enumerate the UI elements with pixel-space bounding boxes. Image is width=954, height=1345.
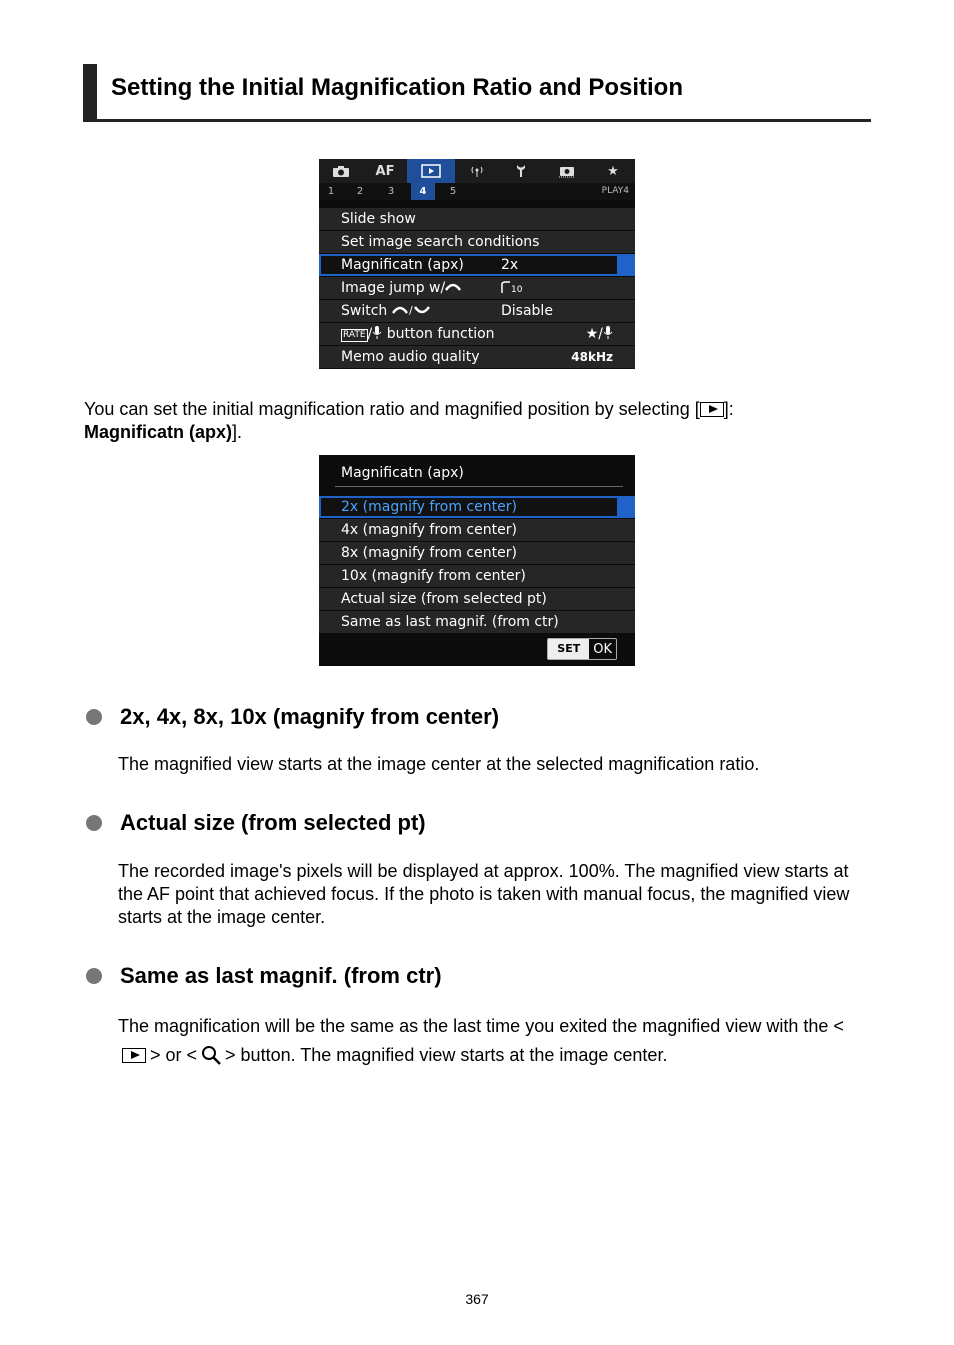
menu-row: Image jump w/ 10 <box>319 277 635 299</box>
wireless-icon <box>455 159 499 183</box>
option-row: Actual size (from selected pt) <box>319 588 635 610</box>
page-title: Setting the Initial Magnification Ratio and Position <box>111 74 684 101</box>
menu-row: Switch / Disable <box>319 300 635 322</box>
bullet-icon <box>86 815 102 831</box>
option-row-selected: 2x (magnify from center) <box>319 496 635 518</box>
page-number: 367 <box>465 1291 489 1307</box>
page-1: 1 <box>327 186 335 197</box>
jump-icon <box>501 281 511 293</box>
page-3: 3 <box>387 186 395 197</box>
section-title: Actual size (from selected pt) <box>120 810 426 835</box>
rate-icon: RATE <box>343 330 366 340</box>
playback-icon <box>407 159 455 183</box>
menu-row: RATE / button function ★/ <box>319 323 635 345</box>
custom-icon <box>543 159 591 183</box>
option-row: Same as last magnif. (from ctr) <box>319 611 635 633</box>
playback-icon <box>700 402 724 417</box>
intro-paragraph: You can set the initial magnification ratio and magnified position by selecting [ ]: Magnificatn (apx)]. <box>84 399 734 442</box>
section-body: The recorded image's pixels will be displayed at approx. 100%. The magnified view starts at the AF point that achieved focus. If the photo is taken with manual focus, the magnified view starts at the image center. <box>118 861 850 927</box>
menu-row: Set image search conditions <box>319 231 635 253</box>
wrench-icon <box>499 159 543 183</box>
page-2: 2 <box>356 186 364 197</box>
section-title: Same as last magnif. (from ctr) <box>120 963 442 988</box>
menu-title: Magnificatn (apx) <box>341 465 464 481</box>
bullet-icon <box>86 709 102 725</box>
section-heading <box>83 64 871 122</box>
microphone-icon <box>603 326 613 339</box>
playback-icon <box>122 1048 146 1063</box>
set-ok-indicator: SET OK <box>547 638 617 660</box>
star-icon: ★ <box>607 163 619 179</box>
svg-text:/: / <box>408 305 413 315</box>
main-dial-icon <box>445 282 461 292</box>
menu-tab-label: PLAY4 <box>601 186 629 196</box>
bullet-icon <box>86 968 102 984</box>
option-row: 4x (magnify from center) <box>319 519 635 541</box>
option-row: 10x (magnify from center) <box>319 565 635 587</box>
camera-menu-screenshot <box>319 159 635 369</box>
page-5: 5 <box>449 186 457 197</box>
option-row: 8x (magnify from center) <box>319 542 635 564</box>
section-title: 2x, 4x, 8x, 10x (magnify from center) <box>120 704 500 729</box>
heading-bar <box>83 64 97 119</box>
menu-row: Memo audio quality 48kHz <box>319 346 635 368</box>
page-4: 4 <box>411 183 435 200</box>
section-body: The magnification will be the same as the last time you exited the magnified view with the <> or < > button. The magnified view starts at the image center. <box>118 1016 844 1065</box>
menu-tabs <box>319 159 635 183</box>
magnification-menu-screenshot <box>319 455 635 666</box>
menu-row: Slide show <box>319 208 635 230</box>
section-body: The magnified view starts at the image center at the selected magnification ratio. <box>118 754 760 774</box>
menu-page-numbers <box>319 183 635 200</box>
magnify-icon <box>201 1045 221 1065</box>
af-tab: AF <box>375 163 395 179</box>
microphone-icon <box>372 326 382 339</box>
dial-switch-icon <box>392 305 430 315</box>
menu-row-selected: Magnificatn (apx) 2x <box>319 254 635 276</box>
camera-icon <box>319 159 363 183</box>
